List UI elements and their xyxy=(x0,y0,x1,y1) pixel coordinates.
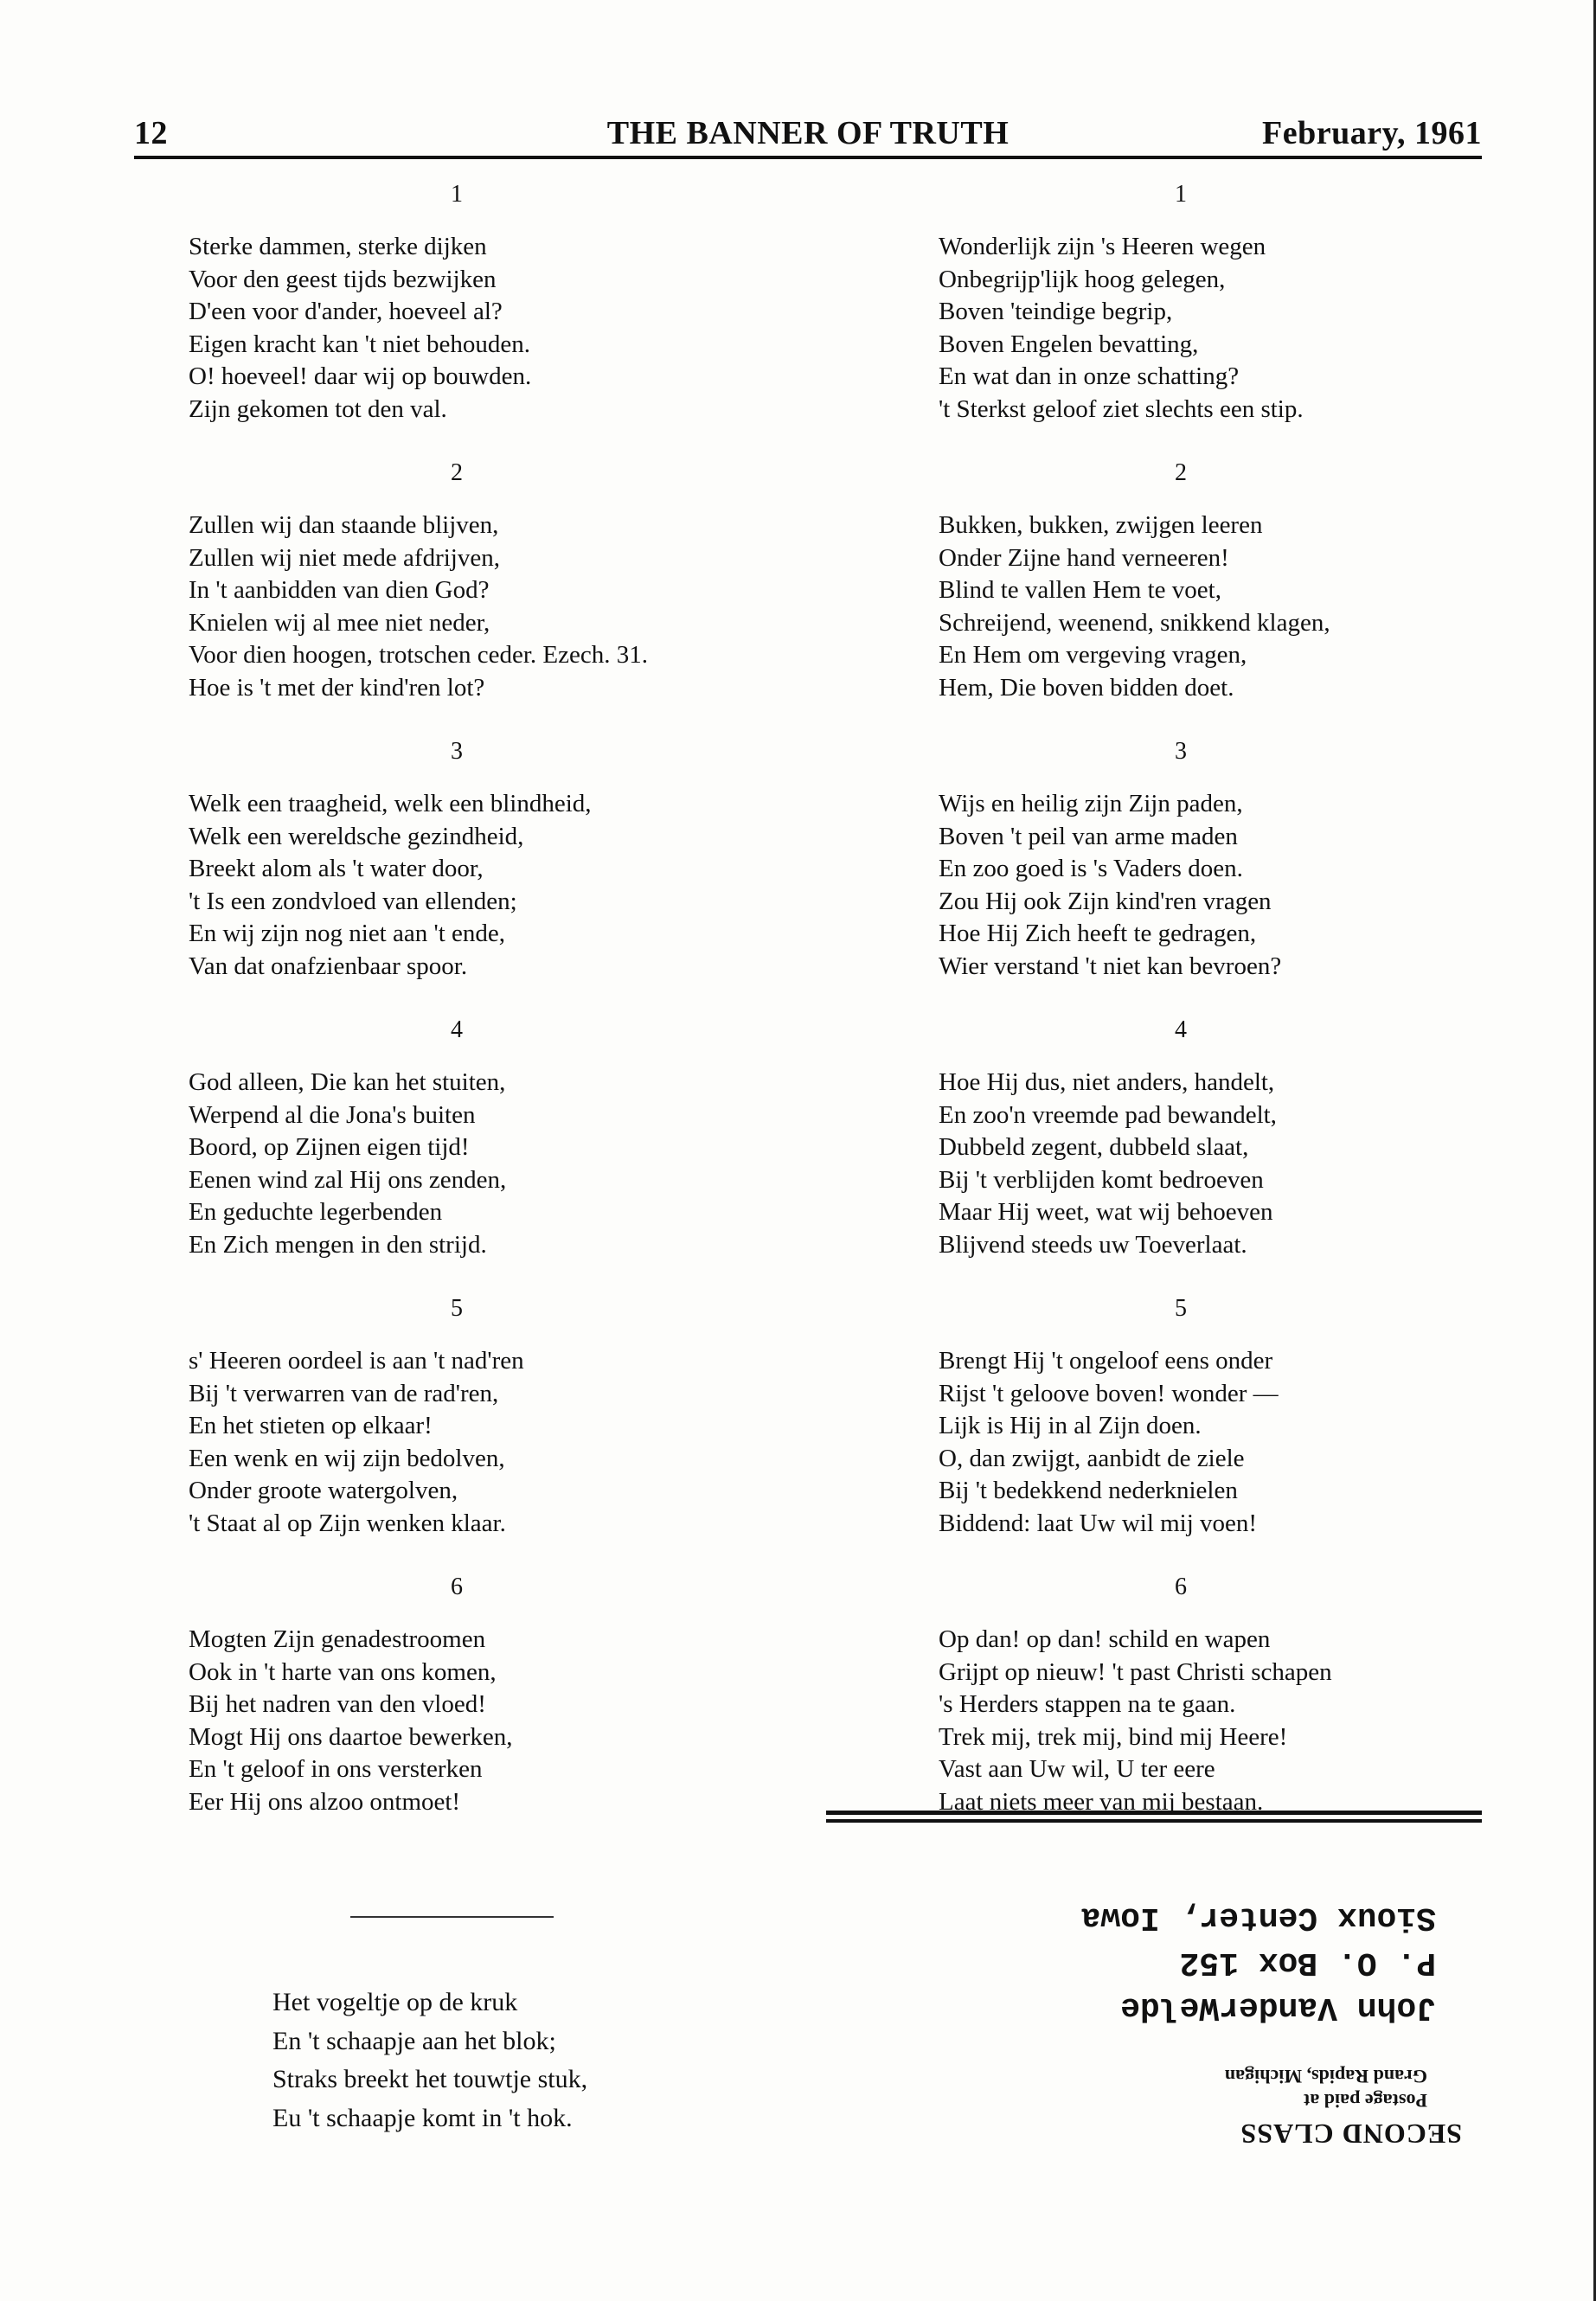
poem-line: Voor den geest tijds bezwijken xyxy=(189,265,497,293)
page-header xyxy=(134,104,1482,159)
mail-class: SECOND CLASS xyxy=(1240,2118,1462,2150)
poem-line: Maar Hij weet, wat wij behoeven xyxy=(939,1198,1273,1226)
poem-line: Blind te vallen Hem te voet, xyxy=(939,576,1221,604)
poem-line: Boven 'teindige begrip, xyxy=(939,298,1173,325)
poem-line: En geduchte legerbenden xyxy=(189,1198,443,1226)
poem-line: Hoe Hij dus, niet anders, handelt, xyxy=(939,1068,1275,1096)
poem-line: Bukken, bukken, zwijgen leeren xyxy=(939,511,1263,539)
stanza-number: 1 xyxy=(1175,181,1187,208)
address-line: P. O. Box 152 xyxy=(1179,1944,1436,1981)
closing-rhyme xyxy=(272,1984,587,2138)
poem-line: En wij zijn nog niet aan 't ende, xyxy=(189,920,506,947)
postage-line: Postage paid at xyxy=(1304,2090,1427,2112)
stanza xyxy=(189,177,794,426)
poem-line: Onbegrijp'lijk hoog gelegen, xyxy=(939,265,1226,293)
poem-line: Bij 't verblijden komt bedroeven xyxy=(939,1165,1264,1194)
stanza xyxy=(189,734,794,983)
rhyme-line: Het vogeltje op de kruk xyxy=(272,1988,518,2016)
poem-line: Bij het nadren van den vloed! xyxy=(189,1690,486,1718)
poem-line: Hoe Hij Zich heeft te gedragen, xyxy=(939,920,1257,947)
poem-line: Eenen wind zal Hij ons zenden, xyxy=(189,1165,507,1194)
poem-line: Laat niets meer van mij bestaan. xyxy=(939,1787,1264,1816)
address-block xyxy=(908,1894,1436,2029)
stanza-number: 4 xyxy=(1175,1016,1187,1043)
poem-line: Dubbeld zegent, dubbeld slaat, xyxy=(939,1133,1249,1161)
poem-line: En zoo'n vreemde pad bewandelt, xyxy=(939,1100,1277,1129)
poem-line: Voor dien hoogen, trotschen ceder. Ezech. 31. xyxy=(189,641,648,669)
poem-line: Grijpt op nieuw! 't past Christi schapen xyxy=(939,1657,1332,1686)
poem-line: Ook in 't harte van ons komen, xyxy=(189,1657,497,1686)
poem-line: Op dan! op dan! schild en wapen xyxy=(939,1625,1271,1653)
rhyme-line: Straks breekt het touwtje stuk, xyxy=(272,2065,588,2093)
poem-line: En Zich mengen in den strijd. xyxy=(189,1230,487,1259)
poem-line: Trek mij, trek mij, bind mij Heere! xyxy=(939,1722,1288,1751)
poem-line: Zou Hij ook Zijn kind'ren vragen xyxy=(939,887,1272,915)
poem-line: Boven Engelen bevatting, xyxy=(939,330,1199,358)
left-poem xyxy=(189,177,794,1849)
poem-line: O! hoeveel! daar wij op bouwden. xyxy=(189,362,532,390)
poem-line: Hoe is 't met der kind'ren lot? xyxy=(189,673,485,702)
stanza xyxy=(189,456,794,704)
poem-line: Bij 't bedekkend nederknielen xyxy=(939,1477,1238,1504)
poem-line: Bij 't verwarren van de rad'ren, xyxy=(189,1379,499,1407)
stanza-number: 6 xyxy=(451,1574,463,1600)
stanza xyxy=(939,734,1544,983)
short-divider xyxy=(350,1916,554,1918)
mailing-label xyxy=(908,1899,1462,2150)
poem-line: En Hem om vergeving vragen, xyxy=(939,641,1247,669)
stanza xyxy=(939,1570,1544,1818)
poem-line: Boord, op Zijnen eigen tijd! xyxy=(189,1133,470,1161)
poem-line: Rijst 't geloove boven! wonder — xyxy=(939,1379,1279,1407)
poem-line: Werpend al die Jona's buiten xyxy=(189,1100,476,1129)
poem-line: En 't geloof in ons versterken xyxy=(189,1755,483,1783)
poem-line: Vast aan Uw wil, U ter eere xyxy=(939,1755,1215,1783)
stanza xyxy=(189,1292,794,1540)
page-number: 12 xyxy=(134,115,168,151)
postage-line: Grand Rapids, Michigan xyxy=(1224,2066,1427,2087)
address-line: Sioux Center, Iowa xyxy=(1080,1899,1436,1936)
stanza-number: 2 xyxy=(451,459,463,486)
issue-date: February, 1961 xyxy=(1262,115,1482,151)
stanza xyxy=(939,456,1544,704)
poem-line: Zullen wij niet mede afdrijven, xyxy=(189,543,500,572)
poem-line: Mogten Zijn genadestroomen xyxy=(189,1625,486,1653)
poem-line: 's Herders stappen na te gaan. xyxy=(939,1690,1236,1718)
poem-line: Mogt Hij ons daartoe bewerken, xyxy=(189,1722,513,1751)
poem-line: Boven 't peil van arme maden xyxy=(939,822,1238,850)
poem-line: 't Sterkst geloof ziet slechts een stip. xyxy=(939,394,1304,423)
poem-line: Brengt Hij 't ongeloof eens onder xyxy=(939,1347,1273,1375)
poem-line: Sterke dammen, sterke dijken xyxy=(189,233,487,260)
poem-line: 't Is een zondvloed van ellenden; xyxy=(189,887,517,915)
poem-line: Lijk is Hij in al Zijn doen. xyxy=(939,1412,1202,1439)
stanza xyxy=(939,177,1544,426)
poem-line: O, dan zwijgt, aanbidt de ziele xyxy=(939,1444,1245,1472)
poem-line: In 't aanbidden van dien God? xyxy=(189,576,490,604)
poem-line: Hem, Die boven bidden doet. xyxy=(939,673,1234,702)
poem-line: Biddend: laat Uw wil mij voen! xyxy=(939,1509,1258,1537)
section-divider xyxy=(826,1811,1482,1823)
stanza-number: 1 xyxy=(451,181,463,208)
poem-line: Wier verstand 't niet kan bevroen? xyxy=(939,952,1282,980)
poem-line: Knielen wij al mee niet neder, xyxy=(189,608,490,637)
poem-line: En het stieten op elkaar! xyxy=(189,1412,433,1439)
poem-line: Schreijend, weenend, snikkend klagen, xyxy=(939,608,1330,637)
stanza xyxy=(189,1013,794,1261)
poem-line: s' Heeren oordeel is aan 't nad'ren xyxy=(189,1347,524,1375)
poem-line: Breekt alom als 't water door, xyxy=(189,855,484,882)
poem-line: Onder groote watergolven, xyxy=(189,1477,458,1504)
poem-line: Wonderlijk zijn 's Heeren wegen xyxy=(939,233,1266,260)
stanza-number: 6 xyxy=(1175,1574,1187,1600)
poem-line: Zijn gekomen tot den val. xyxy=(189,394,447,423)
stanza xyxy=(939,1292,1544,1540)
poem-line: Eigen kracht kan 't niet behouden. xyxy=(189,330,530,358)
stanza-number: 4 xyxy=(451,1016,463,1043)
stanza xyxy=(939,1013,1544,1261)
address-line: John VanderWelde xyxy=(1120,1989,1436,2026)
poem-line: Zullen wij dan staande blijven, xyxy=(189,511,499,539)
poem-line: God alleen, Die kan het stuiten, xyxy=(189,1068,506,1096)
stanza-number: 2 xyxy=(1175,459,1187,486)
poem-line: 't Staat al op Zijn wenken klaar. xyxy=(189,1509,506,1537)
stanza-number: 3 xyxy=(451,738,463,765)
right-poem xyxy=(939,177,1544,1849)
rhyme-line: Eu 't schaapje komt in 't hok. xyxy=(272,2103,573,2132)
poem-line: Eer Hij ons alzoo ontmoet! xyxy=(189,1787,461,1816)
poem-line: Welk een wereldsche gezindheid, xyxy=(189,822,524,850)
stanza-number: 5 xyxy=(451,1295,463,1322)
stanza xyxy=(189,1570,794,1818)
stanza-number: 3 xyxy=(1175,738,1187,765)
poem-line: Van dat onafzienbaar spoor. xyxy=(189,952,468,980)
rhyme-line: En 't schaapje aan het blok; xyxy=(272,2026,556,2055)
poem-line: D'een voor d'ander, hoeveel al? xyxy=(189,298,503,325)
poem-line: En wat dan in onze schatting? xyxy=(939,362,1240,390)
poem-line: Welk een traagheid, welk een blindheid, xyxy=(189,790,592,817)
journal-title: THE BANNER OF TRUTH xyxy=(606,115,1010,151)
poem-line: Een wenk en wij zijn bedolven, xyxy=(189,1444,505,1472)
poem-line: Onder Zijne hand verneeren! xyxy=(939,543,1229,572)
stanza-number: 5 xyxy=(1175,1295,1187,1322)
poem-line: En zoo goed is 's Vaders doen. xyxy=(939,855,1243,882)
poem-line: Wijs en heilig zijn Zijn paden, xyxy=(939,790,1243,817)
poem-line: Blijvend steeds uw Toeverlaat. xyxy=(939,1230,1247,1259)
